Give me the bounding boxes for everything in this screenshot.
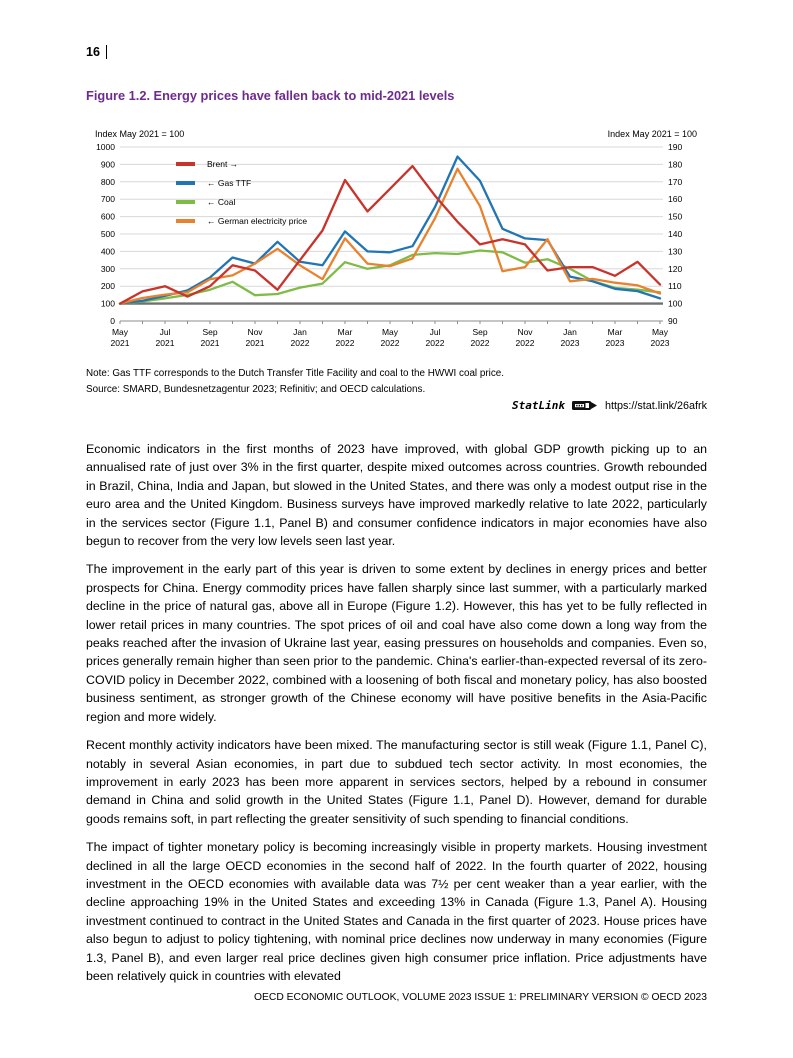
svg-text:150: 150 bbox=[668, 211, 683, 222]
body-paragraph: Recent monthly activity indicators have been mixed. The manufacturing sector is still weak (Figure 1.1, Panel C), notably in several Asian economies, in part due to subdued tech sector activity. In most economies, the improvement in early 2023 has been more apparent in services sectors, helped by a rebound in consumer demand in China and solid growth in the United States (Figure 1.1, Panel D). However, demand for durable goods remains soft, in part reflecting the greater sensitivity of such spending to financial conditions. bbox=[86, 738, 707, 826]
svg-text:180: 180 bbox=[668, 159, 683, 170]
svg-text:200: 200 bbox=[100, 281, 115, 292]
statlink-row bbox=[86, 399, 707, 412]
svg-text:190: 190 bbox=[668, 142, 683, 152]
svg-text:Jan2022: Jan 2022 bbox=[290, 327, 310, 348]
svg-text:130: 130 bbox=[668, 246, 683, 257]
page-header bbox=[86, 45, 107, 59]
svg-text:Nov2022: Nov 2022 bbox=[515, 327, 535, 348]
body-paragraph: The impact of tighter monetary policy is becoming increasingly visible in property markets. Housing investment declined in all the large OECD economies in the second half of 2022. In the fourth quarter of 2022, housing investment in the OECD economies with available data was 7½ per cent weaker than a year earlier, with the decline approaching 19% in the United States and exceeding 13% in Canada (Figure 1.3, Panel A). Housing investment continued to contract in the United States and Canada in the first quarter of 2023. House prices have also begun to adjust to policy tightening, with nominal price declines now underway in many economies (Figure 1.3, Panel B), and even larger real price declines given high consumer price inflation. Price adjustments have been relatively quick in countries with elevated bbox=[86, 840, 707, 983]
energy-chart bbox=[85, 123, 785, 358]
statlink-url[interactable]: https://stat.link/26afrk bbox=[604, 399, 707, 412]
svg-text:0: 0 bbox=[110, 316, 115, 326]
svg-text:1000: 1000 bbox=[96, 142, 115, 152]
svg-text:160: 160 bbox=[668, 194, 683, 205]
svg-text:Index May 2021 = 100: Index May 2021 = 100 bbox=[95, 129, 185, 139]
chart-container bbox=[85, 123, 785, 358]
header-divider bbox=[106, 45, 107, 59]
svg-text:140: 140 bbox=[668, 229, 683, 239]
svg-text:May2021: May 2021 bbox=[110, 327, 130, 348]
svg-text:Index May 2021 = 100: Index May 2021 = 100 bbox=[607, 129, 697, 139]
chart-source: Source: SMARD, Bundesnetzagentur 2023; Refinitiv; and OECD calculations. bbox=[86, 383, 426, 395]
svg-text:Jul2021: Jul 2021 bbox=[155, 327, 175, 348]
body-paragraph: The improvement in the early part of this year is driven to some extent by declines in energy prices and better prospects for China. Energy commodity prices have fallen sharply since last summer, with a particularly marked decline in the price of natural gas, above all in Europe (Figure 1.2). However, this has yet to be fully reflected in lower retail prices in many countries. The spot prices of oil and coal have also come down a long way from the peaks reached after the invasion of Ukraine last year, easing pressures on households and companies. Even so, prices generally remain higher than seen prior to the pandemic. China's earlier-than-expected reversal of its zero-COVID policy in December 2022, combined with a loosening of both fiscal and monetary policy, has also boosted business sentiment, as stronger growth of the Chinese economy will have positive benefits in the Asia-Pacific region and more widely. bbox=[86, 562, 707, 724]
body-paragraph: Economic indicators in the first months of 2023 have improved, with global GDP growth picking up to an annualised rate of just over 3% in the first quarter, despite mixed outcomes across countries. Growth rebounded in Brazil, China, India and Japan, but slowed in the United States, and there was only a modest output rise in the euro area and the United Kingdom. Business surveys have improved markedly relative to late 2022, particularly in the services sector (Figure 1.1, Panel B) and consumer confidence indicators in major economies have also begun to recover from the very low levels seen last year. bbox=[86, 442, 707, 549]
svg-text:400: 400 bbox=[100, 246, 115, 257]
svg-text:900: 900 bbox=[100, 159, 115, 170]
statlink-icon bbox=[572, 400, 598, 411]
svg-text:90: 90 bbox=[668, 316, 678, 326]
svg-text:700: 700 bbox=[100, 194, 115, 205]
svg-text:170: 170 bbox=[668, 176, 683, 187]
svg-text:Sep2021: Sep 2021 bbox=[200, 327, 220, 348]
svg-text:Sep2022: Sep 2022 bbox=[470, 327, 490, 348]
body-text bbox=[86, 440, 707, 995]
chart-note: Note: Gas TTF corresponds to the Dutch Transfer Title Facility and coal to the HWWI coal price. bbox=[86, 368, 505, 379]
svg-text:Jan2023: Jan 2023 bbox=[560, 327, 580, 348]
svg-text:May2023: May 2023 bbox=[650, 327, 670, 348]
svg-text:800: 800 bbox=[100, 176, 115, 187]
svg-text:500: 500 bbox=[100, 229, 115, 239]
svg-text:← German electricity price: ← German electricity price bbox=[207, 216, 308, 226]
svg-text:300: 300 bbox=[100, 263, 115, 274]
svg-text:Mar2022: Mar 2022 bbox=[335, 327, 355, 348]
svg-text:Jul2022: Jul 2022 bbox=[425, 327, 445, 348]
figure-title: Figure 1.2. Energy prices have fallen back to mid-2021 levels bbox=[86, 88, 455, 103]
svg-text:← Coal: ← Coal bbox=[207, 197, 236, 207]
svg-text:110: 110 bbox=[668, 281, 682, 292]
chart-notes bbox=[86, 366, 726, 397]
page-footer: OECD ECONOMIC OUTLOOK, VOLUME 2023 ISSUE 1: PRELIMINARY VERSION © OECD 2023 bbox=[254, 992, 707, 1003]
svg-text:Mar2023: Mar 2023 bbox=[605, 327, 625, 348]
svg-text:← Gas TTF: ← Gas TTF bbox=[207, 178, 252, 188]
svg-text:Nov2021: Nov 2021 bbox=[245, 327, 265, 348]
page-number: 16 bbox=[86, 45, 101, 59]
svg-text:May2022: May 2022 bbox=[380, 327, 400, 348]
svg-text:600: 600 bbox=[100, 211, 115, 222]
svg-text:100: 100 bbox=[668, 298, 683, 309]
svg-text:Brent →: Brent → bbox=[207, 159, 239, 169]
statlink-label: StatLink bbox=[511, 399, 565, 412]
svg-text:100: 100 bbox=[100, 298, 115, 309]
svg-text:120: 120 bbox=[668, 263, 683, 274]
